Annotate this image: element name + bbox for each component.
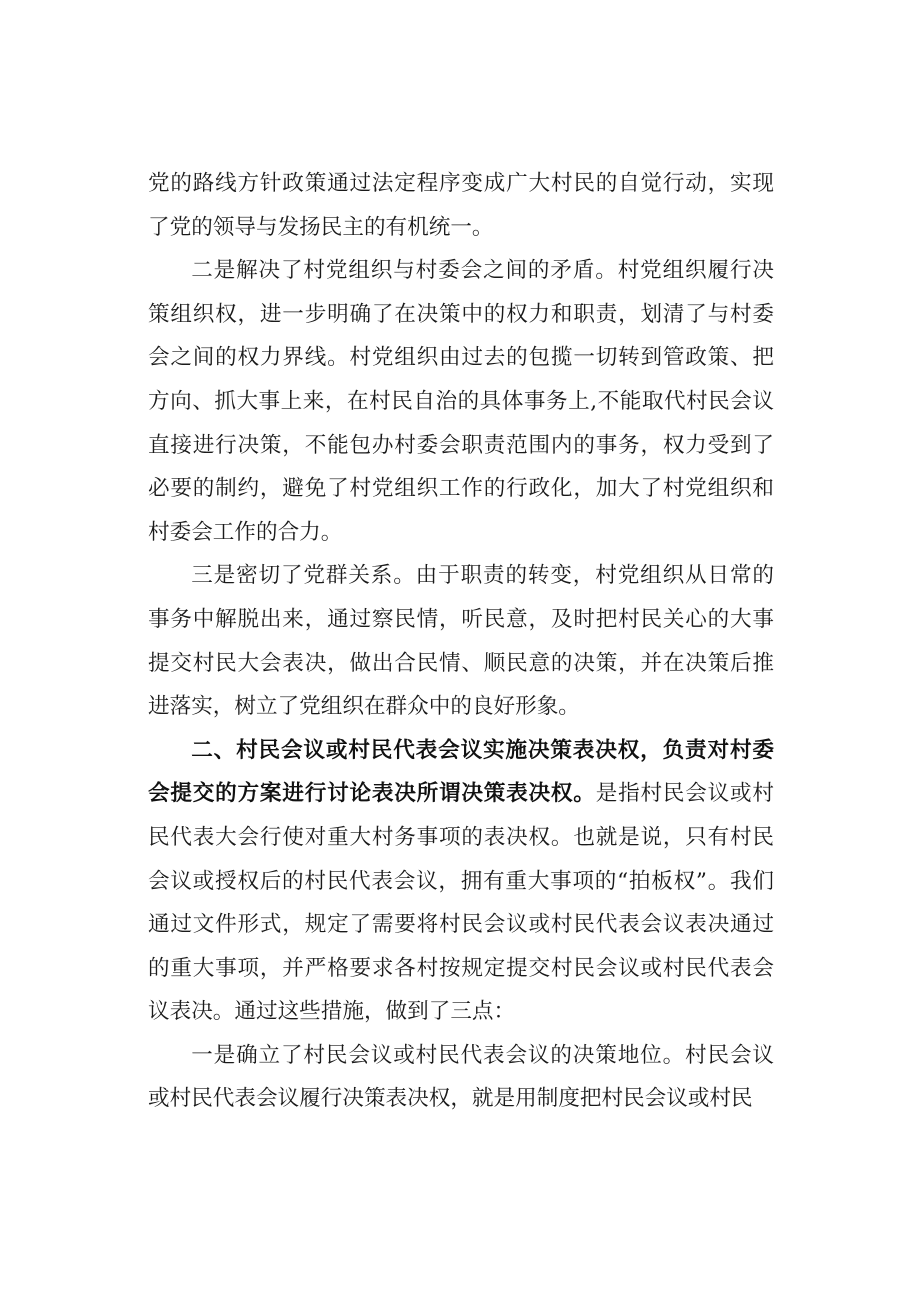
section-body: 是指村民会议或村民代表大会行使对重大村务事项的表决权。也就是说，只有村民会议或授权后的村民代表会议，拥有重大事项的“拍板权”。我们通过文件形式，规定了需要将村民会议或村民代表会议表决通过的重大事项，并严格要求各村按规定提交村民会议或村民代表会议表决。通过这些措施，做到了三点： <box>148 781 774 1025</box>
paragraph-point-two: 二是解决了村党组织与村委会之间的矛盾。村党组织履行决策组织权，进一步明确了在决策中的权力和职责，划清了与村委会之间的权力界线。村党组织由过去的包揽一切转到管政策、把方向、抓大事上来，在村民自治的具体事务上,不能取代村民会议直接进行决策，不能包办村委会职责范围内的事务，权力受到了必要的制约，避免了村党组织工作的行政化，加大了村党组织和村委会工作的合力。 <box>148 258 774 545</box>
paragraph-point-one: 一是确立了村民会议或村民代表会议的决策地位。村民会议或村民代表会议履行决策表决权，就是用制度把村民会议或村民 <box>148 1042 774 1112</box>
section-heading: 二、村民会议或村民代表会议实施决策表决权，负责对村委会提交的方案进行讨论表决所谓决策表决权。 <box>148 737 774 807</box>
document-page <box>148 162 774 1121</box>
paragraph-section-two <box>148 729 774 1034</box>
paragraph-continuation: 党的路线方针政策通过法定程序变成广大村民的自觉行动，实现了党的领导与发扬民主的有机统一。 <box>148 171 774 240</box>
paragraph-point-three: 三是密切了党群关系。由于职责的转变，村党组织从日常的事务中解脱出来，通过察民情，听民意，及时把村民关心的大事提交村民大会表决，做出合民情、顺民意的决策，并在决策后推进落实，树立了党组织在群众中的良好形象。 <box>148 563 774 720</box>
